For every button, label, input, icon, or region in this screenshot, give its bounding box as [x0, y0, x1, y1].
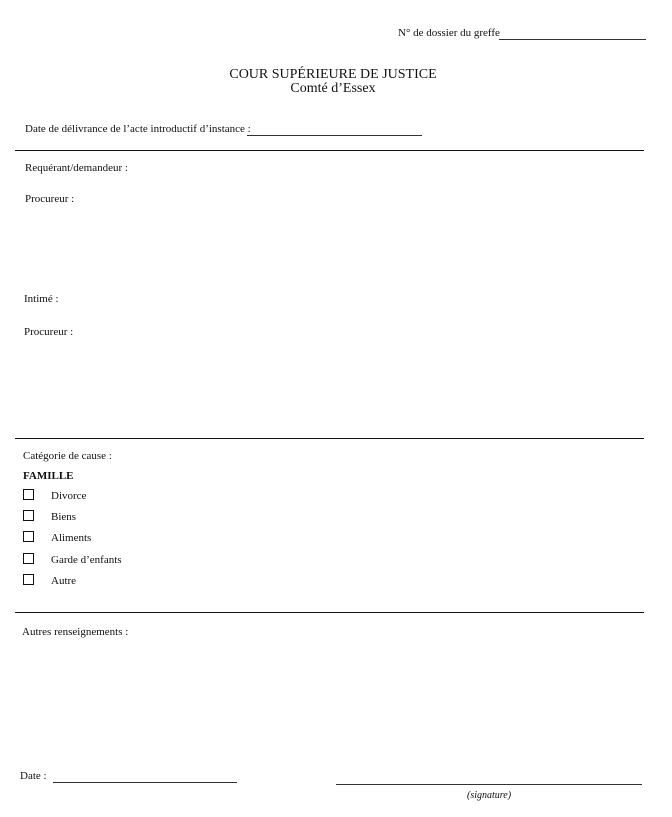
custody-label: Garde d’enfants — [51, 554, 122, 566]
support-label: Aliments — [51, 532, 92, 544]
divorce-label: Divorce — [51, 490, 87, 502]
court-county: Comté d’Essex — [290, 81, 376, 96]
property-label: Biens — [51, 511, 77, 523]
section-divider — [15, 612, 644, 613]
category-label: Catégorie de cause : — [23, 450, 112, 462]
court-title: COUR SUPÉRIEURE DE JUSTICE — [229, 67, 437, 82]
file-number-label: N° de dossier du greffe — [398, 27, 500, 39]
other-label: Autre — [51, 575, 77, 587]
other-checkbox[interactable] — [23, 574, 34, 585]
support-checkbox[interactable] — [23, 531, 34, 542]
file-number-field[interactable] — [499, 39, 646, 40]
section-divider — [15, 438, 644, 439]
date-field[interactable] — [53, 782, 237, 783]
date-label: Date : — [20, 770, 47, 782]
other-info-label: Autres renseignements : — [22, 626, 129, 638]
respondent-counsel-label: Procureur : — [24, 326, 74, 338]
respondent-label: Intimé : — [24, 293, 59, 305]
family-heading: FAMILLE — [23, 470, 74, 482]
section-divider — [15, 150, 644, 151]
applicant-label: Requérant/demandeur : — [25, 162, 128, 174]
applicant-counsel-label: Procureur : — [25, 193, 75, 205]
issue-date-label: Date de délivrance de l’acte introductif d’instance : — [25, 123, 251, 135]
divorce-checkbox[interactable] — [23, 489, 34, 500]
signature-label: (signature) — [467, 790, 512, 801]
property-checkbox[interactable] — [23, 510, 34, 521]
custody-checkbox[interactable] — [23, 553, 34, 564]
signature-line[interactable] — [336, 784, 642, 785]
issue-date-field[interactable] — [247, 135, 422, 136]
